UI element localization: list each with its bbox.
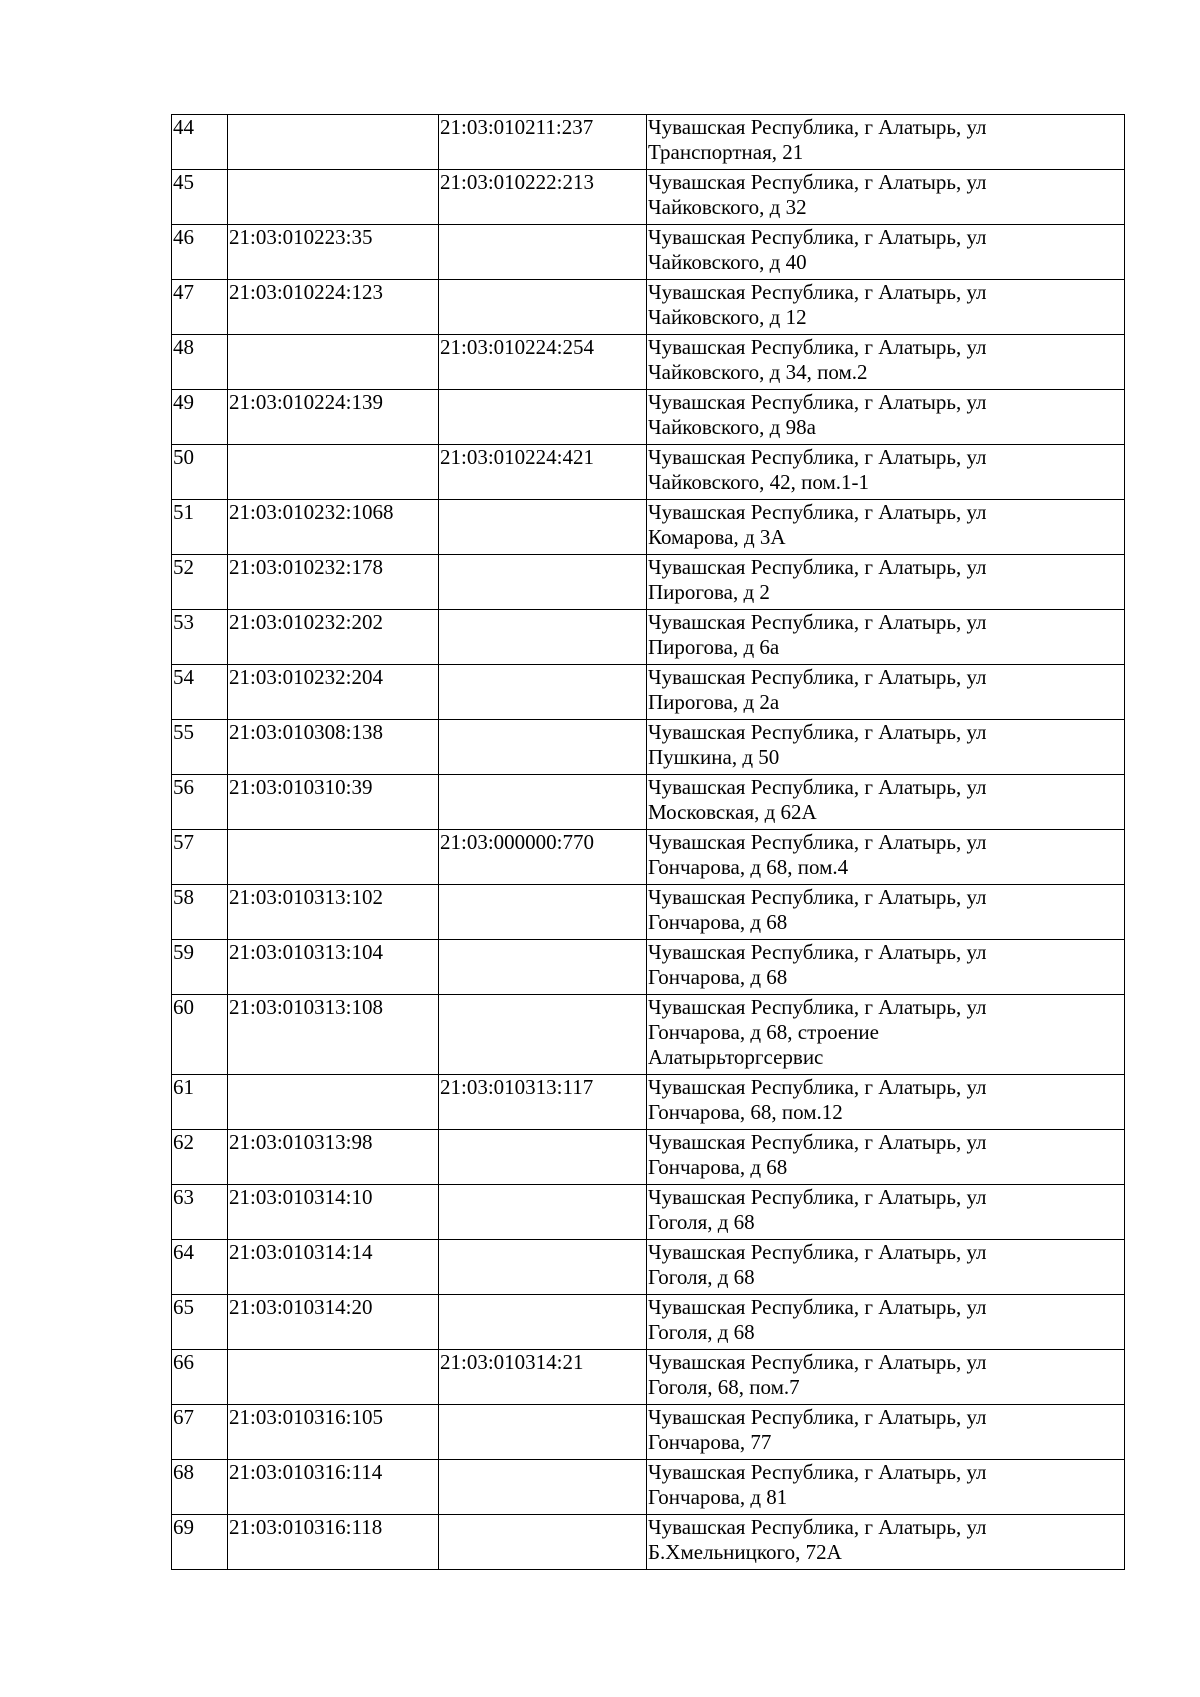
- row-number-cell: 68: [172, 1460, 228, 1515]
- object-cadastral-number-cell: [439, 610, 647, 665]
- address-line: Чувашская Республика, г Алатырь, ул: [648, 115, 987, 139]
- address-cell: [647, 1130, 1125, 1185]
- address-line: Гончарова, д 68, строение: [648, 1020, 879, 1044]
- address-cell: [647, 1350, 1125, 1405]
- address-line: Пирогова, д 6а: [648, 635, 780, 659]
- address-line: Гончарова, д 81: [648, 1485, 788, 1509]
- row-number-cell: 63: [172, 1185, 228, 1240]
- object-cadastral-number-cell: 21:03:000000:770: [439, 830, 647, 885]
- row-number-cell: 44: [172, 115, 228, 170]
- table-row: [172, 1295, 1125, 1350]
- address-line: Гончарова, д 68: [648, 965, 788, 989]
- address-cell: [647, 1240, 1125, 1295]
- address-line: Б.Хмельницкого, 72А: [648, 1540, 842, 1564]
- cadastral-number-cell: [228, 115, 439, 170]
- row-number-cell: 66: [172, 1350, 228, 1405]
- address-line: Чувашская Республика, г Алатырь, ул: [648, 500, 987, 524]
- cadastral-number-cell: 21:03:010232:202: [228, 610, 439, 665]
- address-line: Чувашская Республика, г Алатырь, ул: [648, 1185, 987, 1209]
- cadastral-number-cell: 21:03:010316:118: [228, 1515, 439, 1570]
- row-number-cell: 57: [172, 830, 228, 885]
- address-cell: [647, 775, 1125, 830]
- address-cell: [647, 1075, 1125, 1130]
- address-line: Чувашская Республика, г Алатырь, ул: [648, 1405, 987, 1429]
- cadastral-number-cell: 21:03:010313:98: [228, 1130, 439, 1185]
- cadastral-number-cell: 21:03:010224:139: [228, 390, 439, 445]
- object-cadastral-number-cell: [439, 1405, 647, 1460]
- cadastral-number-cell: [228, 830, 439, 885]
- row-number-cell: 67: [172, 1405, 228, 1460]
- address-line: Чувашская Республика, г Алатырь, ул: [648, 280, 987, 304]
- row-number-cell: 58: [172, 885, 228, 940]
- address-line: Чувашская Республика, г Алатырь, ул: [648, 445, 987, 469]
- table-row: [172, 720, 1125, 775]
- table-row: [172, 445, 1125, 500]
- address-cell: [647, 610, 1125, 665]
- row-number-cell: 48: [172, 335, 228, 390]
- address-cell: [647, 445, 1125, 500]
- address-line: Чувашская Республика, г Алатырь, ул: [648, 775, 987, 799]
- address-cell: [647, 665, 1125, 720]
- address-line: Чувашская Республика, г Алатырь, ул: [648, 1130, 987, 1154]
- address-cell: [647, 1405, 1125, 1460]
- row-number-cell: 52: [172, 555, 228, 610]
- address-cell: [647, 500, 1125, 555]
- object-cadastral-number-cell: 21:03:010314:21: [439, 1350, 647, 1405]
- object-cadastral-number-cell: [439, 1185, 647, 1240]
- address-line: Пирогова, д 2а: [648, 690, 780, 714]
- address-line: Чайковского, д 34, пом.2: [648, 360, 868, 384]
- cadastral-number-cell: [228, 335, 439, 390]
- cadastral-number-cell: 21:03:010313:108: [228, 995, 439, 1075]
- address-cell: [647, 885, 1125, 940]
- object-cadastral-number-cell: [439, 390, 647, 445]
- address-cell: [647, 115, 1125, 170]
- address-line: Чувашская Республика, г Алатырь, ул: [648, 170, 987, 194]
- table-row: [172, 665, 1125, 720]
- row-number-cell: 51: [172, 500, 228, 555]
- cadastral-number-cell: [228, 170, 439, 225]
- row-number-cell: 45: [172, 170, 228, 225]
- row-number-cell: 49: [172, 390, 228, 445]
- table-row: [172, 500, 1125, 555]
- address-line: Чувашская Республика, г Алатырь, ул: [648, 390, 987, 414]
- row-number-cell: 64: [172, 1240, 228, 1295]
- table-row: [172, 1185, 1125, 1240]
- address-cell: [647, 1515, 1125, 1570]
- cadastral-number-cell: 21:03:010232:204: [228, 665, 439, 720]
- table-row: [172, 225, 1125, 280]
- row-number-cell: 62: [172, 1130, 228, 1185]
- object-cadastral-number-cell: 21:03:010224:254: [439, 335, 647, 390]
- address-line: Чувашская Республика, г Алатырь, ул: [648, 995, 987, 1019]
- row-number-cell: 69: [172, 1515, 228, 1570]
- address-cell: [647, 170, 1125, 225]
- address-cell: [647, 1460, 1125, 1515]
- address-line: Чувашская Республика, г Алатырь, ул: [648, 335, 987, 359]
- object-cadastral-number-cell: [439, 775, 647, 830]
- table-row: [172, 1240, 1125, 1295]
- cadastral-number-cell: [228, 1075, 439, 1130]
- object-cadastral-number-cell: 21:03:010211:237: [439, 115, 647, 170]
- table-row: [172, 830, 1125, 885]
- address-line: Чувашская Республика, г Алатырь, ул: [648, 1515, 987, 1539]
- address-line: Чувашская Республика, г Алатырь, ул: [648, 1240, 987, 1264]
- cadastral-number-cell: 21:03:010314:14: [228, 1240, 439, 1295]
- row-number-cell: 61: [172, 1075, 228, 1130]
- address-line: Чувашская Республика, г Алатырь, ул: [648, 1350, 987, 1374]
- address-cell: [647, 940, 1125, 995]
- table-body: [172, 115, 1125, 1570]
- row-number-cell: 56: [172, 775, 228, 830]
- row-number-cell: 54: [172, 665, 228, 720]
- table-row: [172, 280, 1125, 335]
- row-number-cell: 50: [172, 445, 228, 500]
- address-line: Чувашская Республика, г Алатырь, ул: [648, 1075, 987, 1099]
- row-number-cell: 65: [172, 1295, 228, 1350]
- object-cadastral-number-cell: [439, 995, 647, 1075]
- address-line: Гончарова, д 68: [648, 910, 788, 934]
- cadastral-number-cell: 21:03:010308:138: [228, 720, 439, 775]
- address-line: Гоголя, д 68: [648, 1320, 755, 1344]
- address-line: Алатырьторгсервис: [648, 1045, 824, 1069]
- address-line: Чайковского, 42, пом.1-1: [648, 470, 870, 494]
- address-line: Гончарова, 68, пом.12: [648, 1100, 843, 1124]
- address-cell: [647, 1185, 1125, 1240]
- cadastral-number-cell: 21:03:010314:20: [228, 1295, 439, 1350]
- address-line: Чувашская Республика, г Алатырь, ул: [648, 885, 987, 909]
- address-line: Чувашская Республика, г Алатырь, ул: [648, 555, 987, 579]
- object-cadastral-number-cell: [439, 1460, 647, 1515]
- object-cadastral-number-cell: [439, 1240, 647, 1295]
- address-line: Гоголя, д 68: [648, 1210, 755, 1234]
- cadastral-number-cell: [228, 445, 439, 500]
- address-line: Чувашская Республика, г Алатырь, ул: [648, 1295, 987, 1319]
- object-cadastral-number-cell: [439, 555, 647, 610]
- row-number-cell: 46: [172, 225, 228, 280]
- address-line: Чувашская Республика, г Алатырь, ул: [648, 665, 987, 689]
- row-number-cell: 47: [172, 280, 228, 335]
- table-row: [172, 115, 1125, 170]
- row-number-cell: 60: [172, 995, 228, 1075]
- object-cadastral-number-cell: [439, 500, 647, 555]
- address-line: Чувашская Республика, г Алатырь, ул: [648, 1460, 987, 1484]
- cadastral-number-cell: 21:03:010314:10: [228, 1185, 439, 1240]
- table-row: [172, 1405, 1125, 1460]
- address-line: Чайковского, д 98а: [648, 415, 816, 439]
- object-cadastral-number-cell: [439, 885, 647, 940]
- object-cadastral-number-cell: [439, 1515, 647, 1570]
- cadastral-number-cell: 21:03:010224:123: [228, 280, 439, 335]
- cadastral-number-cell: 21:03:010313:104: [228, 940, 439, 995]
- cadastral-number-cell: [228, 1350, 439, 1405]
- table-row: [172, 1350, 1125, 1405]
- table-row: [172, 390, 1125, 445]
- address-cell: [647, 995, 1125, 1075]
- address-line: Пушкина, д 50: [648, 745, 780, 769]
- address-cell: [647, 390, 1125, 445]
- property-table: [171, 114, 1125, 1570]
- table-row: [172, 335, 1125, 390]
- address-cell: [647, 335, 1125, 390]
- address-line: Комарова, д 3А: [648, 525, 786, 549]
- cadastral-number-cell: 21:03:010223:35: [228, 225, 439, 280]
- table-row: [172, 1130, 1125, 1185]
- address-line: Гончарова, д 68: [648, 1155, 788, 1179]
- row-number-cell: 55: [172, 720, 228, 775]
- address-cell: [647, 1295, 1125, 1350]
- address-cell: [647, 225, 1125, 280]
- object-cadastral-number-cell: [439, 1130, 647, 1185]
- row-number-cell: 53: [172, 610, 228, 665]
- object-cadastral-number-cell: [439, 720, 647, 775]
- table-row: [172, 995, 1125, 1075]
- address-line: Гоголя, д 68: [648, 1265, 755, 1289]
- row-number-cell: 59: [172, 940, 228, 995]
- address-line: Чувашская Республика, г Алатырь, ул: [648, 720, 987, 744]
- cadastral-number-cell: 21:03:010313:102: [228, 885, 439, 940]
- address-line: Транспортная, 21: [648, 140, 804, 164]
- table-row: [172, 170, 1125, 225]
- object-cadastral-number-cell: [439, 1295, 647, 1350]
- object-cadastral-number-cell: 21:03:010222:213: [439, 170, 647, 225]
- cadastral-number-cell: 21:03:010232:1068: [228, 500, 439, 555]
- table-row: [172, 940, 1125, 995]
- address-line: Гоголя, 68, пом.7: [648, 1375, 800, 1399]
- table-row: [172, 610, 1125, 665]
- address-line: Гончарова, д 68, пом.4: [648, 855, 849, 879]
- object-cadastral-number-cell: [439, 940, 647, 995]
- address-line: Чайковского, д 32: [648, 195, 807, 219]
- cadastral-number-cell: 21:03:010316:114: [228, 1460, 439, 1515]
- table-row: [172, 555, 1125, 610]
- table-row: [172, 885, 1125, 940]
- address-line: Чайковского, д 40: [648, 250, 807, 274]
- cadastral-number-cell: 21:03:010232:178: [228, 555, 439, 610]
- table-row: [172, 1075, 1125, 1130]
- table-row: [172, 775, 1125, 830]
- table-row: [172, 1460, 1125, 1515]
- address-line: Пирогова, д 2: [648, 580, 770, 604]
- address-cell: [647, 720, 1125, 775]
- object-cadastral-number-cell: 21:03:010224:421: [439, 445, 647, 500]
- address-cell: [647, 555, 1125, 610]
- address-line: Чайковского, д 12: [648, 305, 807, 329]
- object-cadastral-number-cell: [439, 665, 647, 720]
- address-cell: [647, 280, 1125, 335]
- address-line: Чувашская Республика, г Алатырь, ул: [648, 610, 987, 634]
- object-cadastral-number-cell: [439, 280, 647, 335]
- cadastral-number-cell: 21:03:010310:39: [228, 775, 439, 830]
- address-line: Чувашская Республика, г Алатырь, ул: [648, 830, 987, 854]
- address-line: Московская, д 62А: [648, 800, 817, 824]
- cadastral-number-cell: 21:03:010316:105: [228, 1405, 439, 1460]
- object-cadastral-number-cell: [439, 225, 647, 280]
- address-cell: [647, 830, 1125, 885]
- object-cadastral-number-cell: 21:03:010313:117: [439, 1075, 647, 1130]
- address-line: Чувашская Республика, г Алатырь, ул: [648, 940, 987, 964]
- table-row: [172, 1515, 1125, 1570]
- address-line: Чувашская Республика, г Алатырь, ул: [648, 225, 987, 249]
- address-line: Гончарова, 77: [648, 1430, 772, 1454]
